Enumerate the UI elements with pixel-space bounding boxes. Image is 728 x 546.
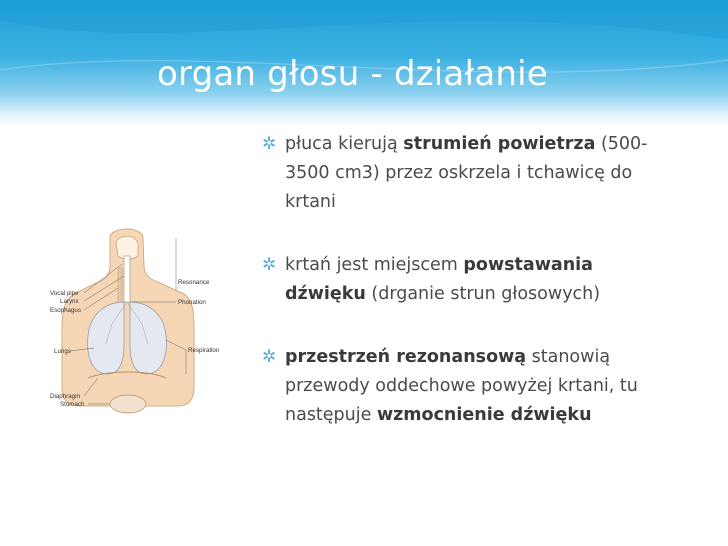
label-larynx: Larynx [60,298,79,305]
asterisk-icon: ✲ [262,347,277,367]
bullet-text: krtań jest miejscem [285,255,464,275]
asterisk-icon: ✲ [262,134,277,154]
bullet-item [262,130,662,217]
label-respiration: Respiration [188,347,220,354]
label-vocal-pipe: Vocal pipe [50,290,79,297]
label-diaphragm: Diaphragm [50,393,81,400]
bullet-text: (drganie strun głosowych) [365,284,601,304]
bullet-text: płuca kierują [285,134,404,154]
respiratory-system-diagram [48,228,253,422]
bullet-item [262,343,662,430]
bullet-bold-text: powstawania dźwięku [285,255,593,304]
slide-title: organ głosu - działanie [157,54,548,94]
bullet-bold-text: strumień powietrza [403,134,596,154]
bullet-text: (500-3500 cm3) przez oskrzela i tchawicę do krtani [285,134,648,212]
bullet-text: stanowią przewody oddechowe powyżej krtani, tu następuje [285,347,638,425]
asterisk-icon: ✲ [262,255,277,275]
bullet-bold-text: wzmocnienie dźwięku [376,405,592,425]
label-resonance: Resonance [178,279,210,286]
label-stomach: Stomach [60,401,85,408]
bullet-list [262,130,662,430]
bullet-bold-text: przestrzeń rezonansową [285,347,527,367]
label-phonation: Phonation [178,299,206,306]
anatomy-illustration [48,228,253,418]
bullet-item [262,251,662,309]
label-lungs: Lungs [54,348,71,355]
label-esophagus: Esophagus [50,307,81,314]
